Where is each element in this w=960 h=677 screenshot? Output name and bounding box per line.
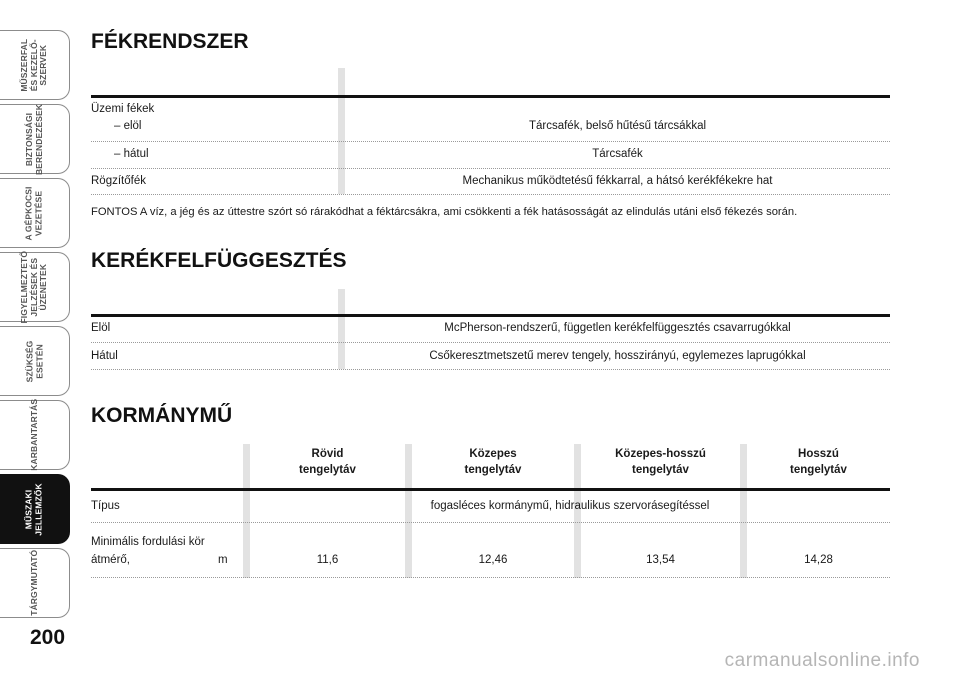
turning-value-long: 14,28 — [804, 554, 833, 566]
tab-targymutato[interactable] — [0, 548, 70, 618]
rear-suspension-value: Csőkeresztmetszetű merev tengely, hosszirányú, egylemezes laprugókkal — [429, 350, 806, 362]
table-top-rule — [91, 95, 890, 98]
turning-value-short: 11,6 — [316, 554, 339, 566]
tab-muszaki-jellemzok[interactable] — [0, 474, 70, 544]
brake-note: FONTOS A víz, a jég és az úttestre szórt só rárakódhat a féktárcsákra, ami csökkenti a fék hatásosságát az elindulás utáni első fékezés során. — [91, 206, 798, 218]
steering-heading: KORMÁNYMŰ — [91, 404, 233, 427]
tab-label: A GÉPKOCSI VEZETÉSE — [24, 185, 44, 241]
column-divider — [338, 289, 345, 369]
row-divider — [91, 342, 890, 343]
column-divider — [243, 444, 250, 578]
service-brakes-label: Üzemi fékek — [91, 103, 155, 115]
tab-label: MŰSZERFAL ÉS KEZELŐ- SZERVEK — [19, 38, 49, 92]
column-header-line: tengelytáv — [464, 464, 522, 476]
turning-circle-label-2: átmérő, — [91, 554, 130, 566]
tab-label: MŰSZAKI JELLEMZŐK — [24, 482, 44, 536]
brakes-heading: FÉKRENDSZER — [91, 30, 249, 53]
watermark: carmanualsonline.info — [724, 650, 920, 671]
tab-karbantartas[interactable] — [0, 400, 70, 470]
turning-circle-unit: m — [218, 554, 228, 566]
row-divider — [91, 141, 890, 142]
rear-brake-label: – hátul — [114, 148, 149, 160]
row-divider — [91, 522, 890, 523]
page-number: 200 — [30, 626, 66, 649]
column-divider — [338, 68, 345, 194]
tab-label: FIGYELMEZTETŐ JELZÉSEK ÉS ÜZENETEK — [19, 250, 49, 324]
parking-brake-value: Mechanikus működtetésű fékkarral, a hátsó kerékfékekre hat — [462, 175, 773, 187]
column-header-medium-long — [581, 446, 740, 478]
turning-circle-label: Minimális fordulási kör — [91, 536, 205, 548]
column-header-line: tengelytáv — [632, 464, 689, 476]
turning-value-medium-long: 13,54 — [646, 554, 675, 566]
column-header-line: tengelytáv — [790, 464, 847, 476]
tab-label: TÁRGYMUTATÓ — [28, 550, 39, 616]
rear-brake-value: Tárcsafék — [592, 148, 643, 160]
tab-muszerfal[interactable] — [0, 30, 70, 100]
tab-szukseg[interactable] — [0, 326, 70, 396]
row-divider — [91, 168, 890, 169]
steering-type-value: fogasléces kormánymű, hidraulikus szervorásegítéssel — [430, 500, 710, 512]
row-divider — [91, 369, 890, 370]
column-header-line: Rövid — [311, 448, 344, 460]
tab-figyelmezteto[interactable] — [0, 252, 70, 322]
front-suspension-label: Elöl — [91, 322, 111, 334]
column-header-long — [747, 446, 890, 478]
tab-vezetes[interactable] — [0, 178, 70, 248]
column-header-medium — [412, 446, 574, 478]
turning-value-medium: 12,46 — [478, 554, 508, 566]
rear-suspension-label: Hátul — [91, 350, 118, 362]
parking-brake-label: Rögzítőfék — [91, 175, 146, 187]
column-header-line: Közepes-hosszú — [615, 448, 706, 460]
column-header-short — [250, 446, 405, 478]
steering-type-label: Típus — [91, 500, 120, 512]
column-header-line: Hosszú — [798, 448, 839, 460]
front-brake-label: – elöl — [114, 120, 142, 132]
row-divider — [91, 577, 890, 578]
column-header-line: tengelytáv — [299, 464, 356, 476]
tab-label: BIZTONSÁGI BERENDEZÉSEK — [24, 103, 44, 175]
tab-biztonsagi[interactable] — [0, 104, 70, 174]
front-brake-value: Tárcsafék, belső hűtésű tárcsákkal — [528, 120, 707, 132]
suspension-heading: KERÉKFELFÜGGESZTÉS — [91, 249, 347, 272]
column-header-line: Közepes — [469, 448, 517, 460]
row-divider — [91, 194, 890, 195]
tab-label: SZÜKSÉG ESETÉN — [23, 340, 44, 382]
front-suspension-value: McPherson-rendszerű, független kerékfelfüggesztés csavarrugókkal — [444, 322, 791, 334]
table-top-rule — [91, 488, 890, 491]
tab-label: KARBANTARTÁS — [28, 399, 39, 471]
table-top-rule — [91, 314, 890, 317]
